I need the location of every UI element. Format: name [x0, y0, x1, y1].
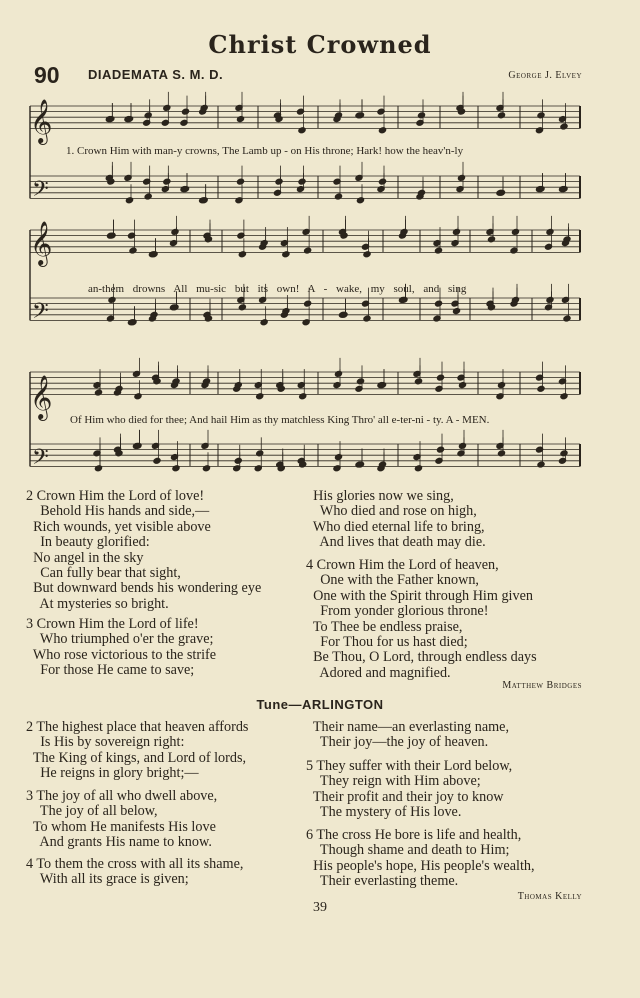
note-head	[144, 193, 152, 200]
note-head	[144, 112, 152, 119]
note-head	[434, 300, 442, 307]
note-head	[172, 465, 180, 472]
note-head	[298, 178, 306, 185]
note-head	[200, 104, 208, 111]
note-head	[334, 370, 342, 377]
note-head	[560, 123, 568, 130]
note-head	[150, 311, 158, 318]
hymn-number: 90	[34, 62, 60, 88]
verse-3: 3 Crown Him the Lord of life! Who triumphed o'er the grave; Who rose victorious to the strife For those He came to save;	[26, 616, 217, 679]
note-head	[511, 296, 519, 303]
note-head	[563, 315, 571, 322]
note-head	[414, 465, 422, 472]
note-head	[256, 450, 264, 457]
bass-clef-icon: 𝄢	[32, 177, 49, 206]
tune-name: DIADEMATA S. M. D.	[88, 67, 224, 82]
alternate-tune-heading: Tune—ARLINGTON	[256, 697, 384, 712]
note-head	[129, 247, 137, 254]
composer: George J. Elvey	[508, 70, 582, 81]
note-head	[163, 104, 171, 111]
verse-3-continued: His glories now we sing, Who died and rose on high, Who died eternal life to bring, And lives that death may die.	[312, 488, 486, 551]
music-score	[0, 0, 640, 480]
note-head	[256, 393, 264, 400]
note-head	[304, 247, 312, 254]
arlington-verse-5: 5 They suffer with their Lord below, They reign with Him above; Their profit and their joy to know The mystery of His love.	[306, 758, 513, 821]
verse-4: 4 Crown Him the Lord of heaven, One with the Father known, One with the Spirit through Him given From yonder glorious throne! To Thee be endless praise, For Thou for us hast died; Be Thou, O Lord, through endless days Adored and magnified.	[306, 557, 537, 681]
note-head	[400, 228, 408, 235]
note-head	[153, 457, 161, 464]
note-head	[537, 461, 545, 468]
note-head	[234, 382, 242, 389]
note-head	[487, 236, 495, 243]
note-head	[125, 197, 133, 204]
note-head	[238, 251, 246, 258]
note-head	[234, 457, 242, 464]
note-head	[181, 108, 189, 115]
arlington-verse-2: 2 The highest place that heaven affords Is His by sovereign right: The King of kings, and Lord of lords, He reigns in glory bright;—	[26, 719, 249, 782]
note-head	[275, 178, 283, 185]
note-head	[282, 251, 290, 258]
note-head	[108, 296, 116, 303]
arlington-verse-4: 4 To them the cross with all its shame, With all its grace is given;	[26, 856, 244, 888]
note-head	[537, 112, 545, 119]
page-number: 39	[313, 900, 327, 915]
note-head	[202, 465, 210, 472]
verse-2: 2 Crown Him the Lord of love! Behold His hands and side,— Rich wounds, yet visible above In beauty glorified: No angel in the sky Can fully bear that sight, But downward bends his wondering eye At mysteries so bright.	[26, 488, 262, 612]
note-head	[115, 385, 123, 392]
note-head	[260, 240, 268, 247]
note-head	[434, 247, 442, 254]
note-head	[457, 174, 465, 181]
note-head	[378, 178, 386, 185]
note-head	[458, 442, 466, 449]
bass-clef-icon: 𝄢	[32, 299, 49, 328]
note-head	[436, 374, 444, 381]
hymn-title: Christ Crowned	[208, 30, 432, 59]
note-head	[172, 378, 180, 385]
note-head	[452, 228, 460, 235]
arlington-verse-6: 6 The cross He bore is life and health, Though shame and death to Him; His people's hope, His people's wealth, Their everlasting theme.	[306, 827, 535, 890]
note-head	[546, 228, 554, 235]
note-head	[497, 450, 505, 457]
note-head	[417, 112, 425, 119]
note-head	[436, 446, 444, 453]
note-head	[563, 236, 571, 243]
note-head	[236, 116, 244, 123]
note-head	[260, 319, 268, 326]
note-head	[356, 197, 364, 204]
lyric-line-3: Of Him who died for thee; And hail Him as thy matchless King Thro' all e-ter-ni - ty. A - MEN.	[70, 414, 490, 426]
note-head	[94, 389, 102, 396]
note-head	[238, 304, 246, 311]
treble-clef-icon: 𝄞	[30, 377, 53, 419]
treble-clef-icon: 𝄞	[30, 101, 53, 143]
note-head	[356, 378, 364, 385]
note-head	[94, 465, 102, 472]
bass-clef-icon: 𝄢	[32, 445, 49, 474]
note-head	[299, 393, 307, 400]
note-head	[202, 378, 210, 385]
note-head	[134, 393, 142, 400]
arlington-verse-4-continued: Their name—an everlasting name, Their joy—the joy of heaven.	[312, 719, 510, 751]
lyric-line-1: 1. Crown Him with man-y crowns, The Lamb up - on His throne; Hark! how the heav'n-ly	[66, 145, 464, 157]
note-head	[537, 385, 545, 392]
note-head	[497, 112, 505, 119]
note-head	[334, 112, 342, 119]
note-head	[560, 450, 568, 457]
author-credit-2: Thomas Kelly	[517, 891, 582, 902]
note-head	[378, 127, 386, 134]
note-head	[511, 228, 519, 235]
note-head	[236, 178, 244, 185]
note-head	[363, 251, 371, 258]
author-credit: Matthew Bridges	[502, 680, 582, 691]
note-head	[282, 308, 290, 315]
note-head	[334, 454, 342, 461]
note-head	[334, 193, 342, 200]
note-head	[458, 382, 466, 389]
arlington-verse-3: 3 The joy of all who dwell above, The joy of all below, To whom He manifests His love And grants His name to know.	[26, 788, 218, 851]
note-head	[163, 178, 171, 185]
note-head	[378, 461, 386, 468]
note-head	[417, 189, 425, 196]
note-head	[171, 228, 179, 235]
note-head	[298, 127, 306, 134]
lyric-line-2: an-them drowns All mu-sic but its own! A - wake, my soul, and sing	[88, 283, 467, 295]
treble-clef-icon: 𝄞	[30, 223, 53, 265]
note-head	[414, 378, 422, 385]
note-head	[304, 300, 312, 307]
note-head	[497, 382, 505, 389]
note-head	[363, 315, 371, 322]
note-head	[452, 308, 460, 315]
note-head	[560, 393, 568, 400]
note-head	[546, 296, 554, 303]
